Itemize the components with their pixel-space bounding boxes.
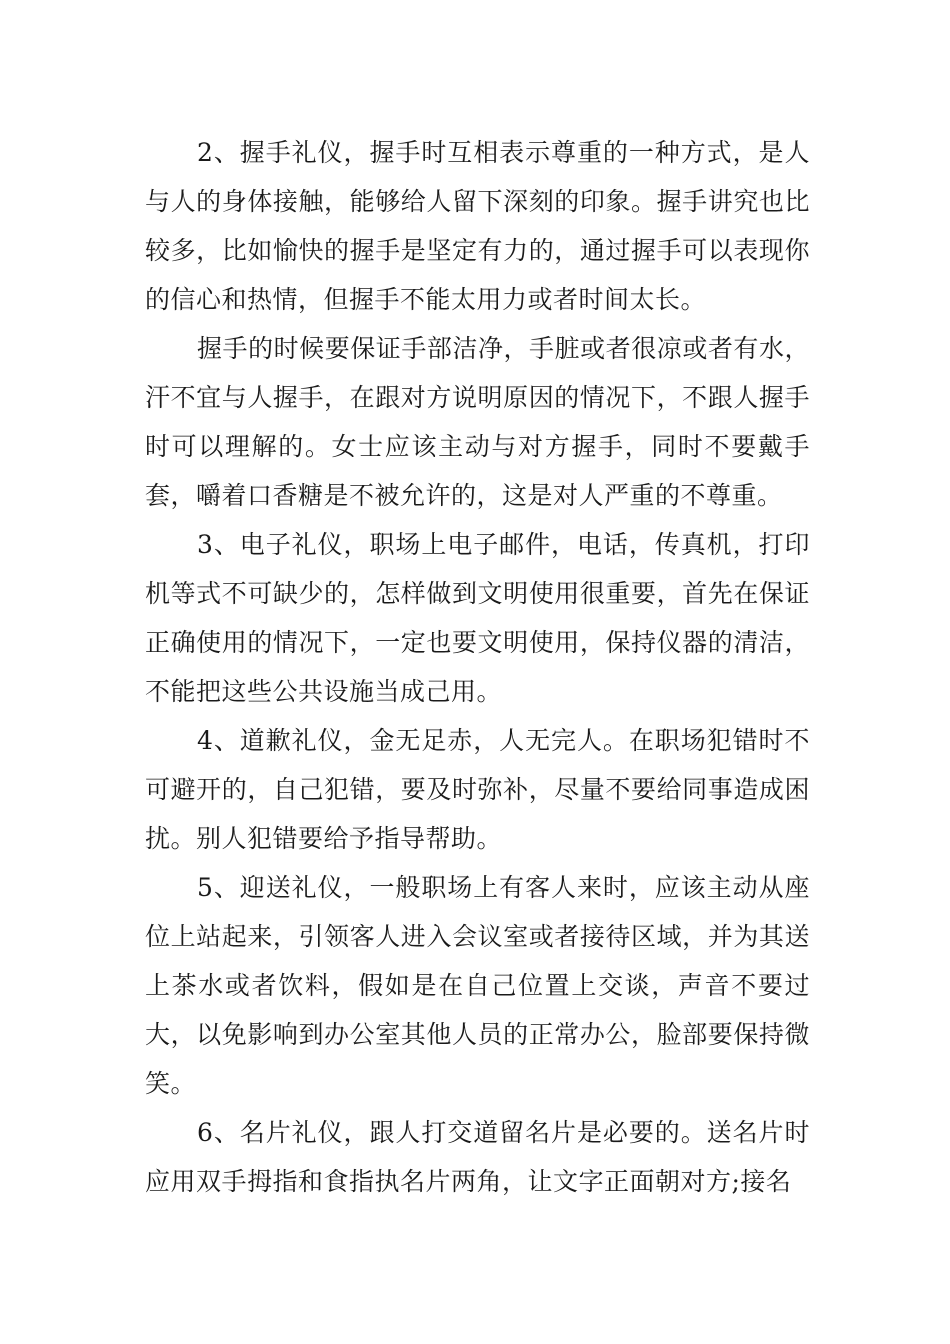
paragraph-apology-etiquette: 4、道歉礼仪，金无足赤，人无完人。在职场犯错时不可避开的，自己犯错，要及时弥补，尽量不要给同事造成困扰。别人犯错要给予指导帮助。 (145, 726, 810, 853)
paragraph-electronic-etiquette: 3、电子礼仪，职场上电子邮件，电话，传真机，打印机等式不可缺少的，怎样做到文明使用很重要，首先在保证正确使用的情况下，一定也要文明使用，保持仪器的清洁，不能把这些公共设施当成己用。 (145, 530, 810, 706)
paragraph-handshake-hygiene: 握手的时候要保证手部洁净，手脏或者很凉或者有水，汗不宜与人握手，在跟对方说明原因的情况下，不跟人握手时可以理解的。女士应该主动与对方握手，同时不要戴手套，嚼着口香糖是不被允许的，这是对人严重的不尊重。 (145, 334, 810, 510)
paragraph-greeting-etiquette: 5、迎送礼仪，一般职场上有客人来时，应该主动从座位上站起来，引领客人进入会议室或者接待区域，并为其送上茶水或者饮料，假如是在自己位置上交谈，声音不要过大，以免影响到办公室其他人员的正常办公，脸部要保持微笑。 (145, 873, 810, 1098)
paragraph-handshake-etiquette: 2、握手礼仪，握手时互相表示尊重的一种方式，是人与人的身体接触，能够给人留下深刻的印象。握手讲究也比较多，比如愉快的握手是坚定有力的，通过握手可以表现你的信心和热情，但握手不能太用力或者时间太长。 (145, 138, 810, 314)
paragraph-business-card-etiquette: 6、名片礼仪，跟人打交道留名片是必要的。送名片时应用双手拇指和食指执名片两角，让文字正面朝对方;接名 (145, 1118, 810, 1196)
body-text (145, 128, 810, 1206)
